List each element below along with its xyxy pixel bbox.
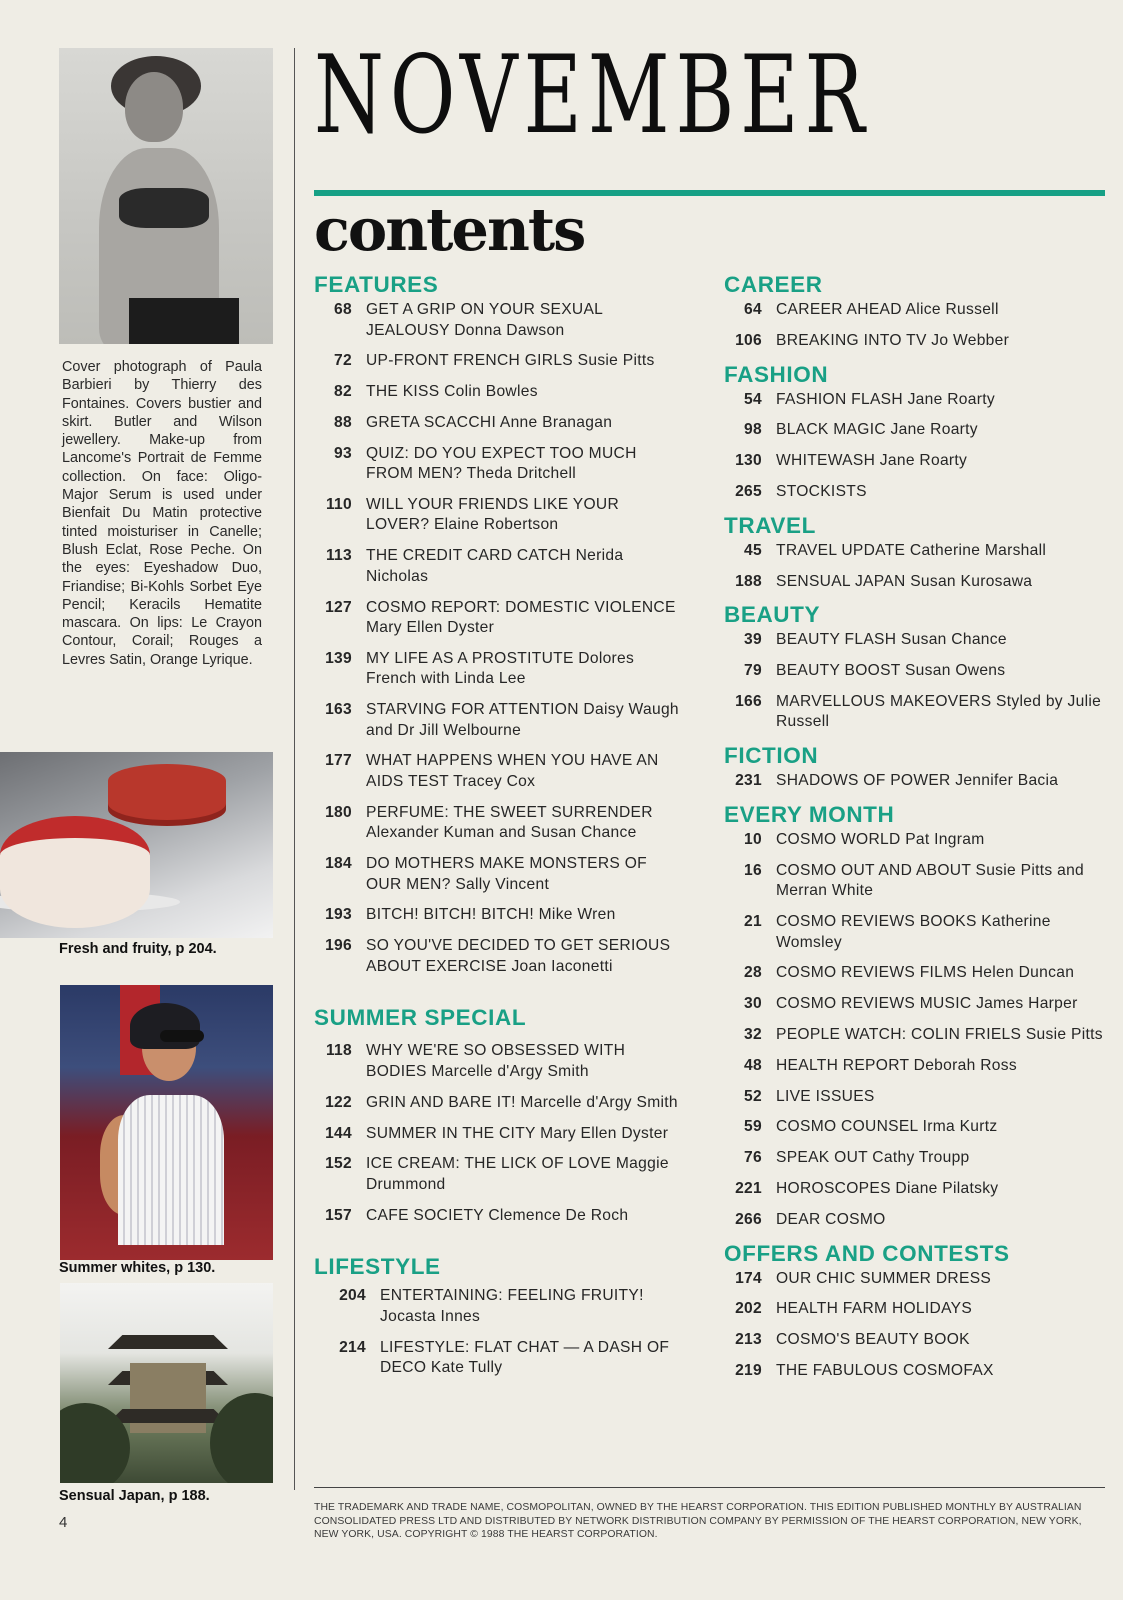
article-title: SUMMER IN THE CITY Mary Ellen Dyster [366, 1124, 669, 1142]
contents-entry [314, 1286, 684, 1327]
article-title: TRAVEL UPDATE Catherine Marshall [776, 541, 1047, 559]
article-title: BEAUTY FLASH Susan Chance [776, 631, 1007, 649]
contents-entry [724, 420, 1116, 441]
page-ref: 110 [325, 495, 352, 513]
page-ref: 10 [744, 831, 762, 849]
page-ref: 54 [744, 390, 762, 408]
section-title: FEATURES [314, 272, 439, 297]
page-ref: 21 [744, 913, 762, 931]
article-title: UP-FRONT FRENCH GIRLS Susie Pitts [366, 352, 655, 370]
contents-entry [724, 771, 1116, 792]
article-title: GRIN AND BARE IT! Marcelle d'Argy Smith [366, 1093, 678, 1111]
footer-rule [314, 1487, 1105, 1488]
page-ref: 196 [325, 937, 352, 955]
fruit-cake-photo [0, 752, 273, 938]
article-title: STARVING FOR ATTENTION Daisy Waugh and Dr Jill Welbourne [366, 701, 679, 739]
article-title: COSMO REPORT: DOMESTIC VIOLENCE Mary Ellen Dyster [366, 598, 676, 637]
article-title: DEAR COSMO [776, 1210, 886, 1228]
article-title: HOROSCOPES Diane Pilatsky [776, 1180, 999, 1198]
contents-entry [724, 994, 1116, 1015]
contents-entry [314, 649, 684, 690]
page-number: 4 [59, 1514, 68, 1531]
page-ref: 193 [325, 906, 352, 924]
contents-entry [724, 1299, 1116, 1320]
contents-entry [724, 451, 1116, 472]
article-title: HEALTH REPORT Deborah Ross [776, 1056, 1017, 1074]
section-fiction [724, 743, 1116, 792]
page-ref: 213 [735, 1331, 762, 1349]
contents-entry [724, 861, 1116, 902]
contents-entry [724, 482, 1116, 503]
contents-entry [314, 1093, 684, 1114]
contents-entry [314, 413, 684, 434]
section-title: OFFERS AND CONTESTS [724, 1240, 1010, 1266]
page-ref: 202 [735, 1300, 762, 1318]
section-title: BEAUTY [724, 602, 821, 628]
page-ref: 88 [334, 413, 352, 431]
article-title: COSMO REVIEWS BOOKS Katherine Womsley [776, 913, 1051, 951]
page-ref: 16 [744, 861, 762, 879]
article-title: BLACK MAGIC Jane Roarty [776, 421, 978, 439]
article-title: SENSUAL JAPAN Susan Kurosawa [776, 572, 1033, 590]
article-title: WHITEWASH Jane Roarty [776, 452, 968, 470]
article-title: THE KISS Colin Bowles [366, 383, 538, 401]
contents-entry [314, 936, 684, 977]
article-title: COSMO WORLD Pat Ingram [776, 831, 985, 849]
page-ref: 204 [339, 1287, 366, 1305]
article-title: SO YOU'VE DECIDED TO GET SERIOUS ABOUT EXERCISE Joan Iaconetti [366, 937, 671, 975]
section-title: FICTION [724, 743, 819, 769]
page-ref: 39 [744, 631, 762, 649]
contents-entry [314, 351, 684, 372]
article-title: WHY WE'RE SO OBSESSED WITH BODIES Marcelle d'Argy Smith [366, 1042, 626, 1080]
month-title: NOVEMBER [314, 33, 871, 158]
contents-entry [724, 692, 1116, 733]
column-divider [294, 48, 295, 1490]
page-ref: 231 [735, 772, 762, 790]
article-title: CAREER AHEAD Alice Russell [776, 301, 999, 318]
page-ref: 32 [744, 1026, 762, 1044]
contents-entry [724, 300, 1116, 321]
contents-entry [314, 1206, 684, 1227]
contents-entry [724, 541, 1116, 562]
page-ref: 266 [735, 1210, 762, 1228]
article-title: THE FABULOUS COSMOFAX [776, 1362, 994, 1380]
contents-entry [724, 1056, 1116, 1077]
page-ref: 180 [325, 803, 352, 821]
contents-entry [724, 1148, 1116, 1169]
page-ref: 72 [334, 352, 352, 370]
contents-entry [314, 1041, 684, 1082]
contents-entry [314, 495, 684, 536]
contents-entry [314, 382, 684, 403]
page-ref: 127 [325, 598, 352, 616]
contents-column-left [314, 272, 684, 1389]
page-ref: 122 [325, 1093, 352, 1111]
contents-entry [314, 700, 684, 741]
contents-entry [724, 572, 1116, 593]
page-ref: 68 [334, 301, 352, 318]
page-ref: 59 [744, 1118, 762, 1136]
article-title: COSMO'S BEAUTY BOOK [776, 1331, 970, 1349]
section-lifestyle [314, 1254, 684, 1378]
section-beauty [724, 602, 1116, 733]
page-ref: 52 [744, 1087, 762, 1105]
article-title: SPEAK OUT Cathy Troupp [776, 1149, 970, 1167]
article-title: BEAUTY BOOST Susan Owens [776, 662, 1006, 680]
page-ref: 265 [735, 482, 762, 500]
page-ref: 221 [735, 1180, 762, 1198]
section-title: CAREER [724, 272, 823, 297]
page-ref: 214 [339, 1338, 366, 1356]
page-ref: 82 [334, 383, 352, 401]
contents-entry [724, 1269, 1116, 1290]
section-title: FASHION [724, 361, 829, 387]
article-title: MY LIFE AS A PROSTITUTE Dolores French with Linda Lee [366, 649, 635, 688]
contents-entry [724, 331, 1116, 352]
sensual-japan-photo [60, 1283, 273, 1483]
article-title: GRETA SCACCHI Anne Branagan [366, 413, 613, 431]
contents-entry [314, 854, 684, 895]
photo-caption-fresh-fruity: Fresh and fruity, p 204. [59, 941, 217, 957]
contents-entry [314, 1338, 684, 1379]
article-title: DO MOTHERS MAKE MONSTERS OF OUR MEN? Sally Vincent [366, 855, 648, 893]
page-ref: 28 [744, 964, 762, 982]
article-title: MARVELLOUS MAKEOVERS Styled by Julie Russell [776, 692, 1102, 731]
contents-entry [724, 630, 1116, 651]
contents-entry [314, 1124, 684, 1145]
page-ref: 184 [325, 855, 352, 873]
contents-entry [724, 830, 1116, 851]
section-features [314, 272, 684, 977]
contents-entry [724, 1179, 1116, 1200]
page-ref: 174 [735, 1269, 762, 1287]
contents-entry [724, 963, 1116, 984]
contents-entry [314, 905, 684, 926]
contents-entry [724, 661, 1116, 682]
contents-entry [724, 1025, 1116, 1046]
page-ref: 106 [735, 331, 762, 349]
article-title: STOCKISTS [776, 482, 867, 500]
contents-entry [314, 444, 684, 485]
section-title: EVERY MONTH [724, 802, 895, 828]
section-title: LIFESTYLE [314, 1254, 441, 1280]
article-title: LIVE ISSUES [776, 1087, 875, 1105]
cover-photo [59, 48, 273, 344]
article-title: OUR CHIC SUMMER DRESS [776, 1269, 992, 1287]
contents-entry [314, 751, 684, 792]
article-title: COSMO REVIEWS MUSIC James Harper [776, 995, 1078, 1013]
copyright-notice: THE TRADEMARK AND TRADE NAME, COSMOPOLITAN, OWNED BY THE HEARST CORPORATION. THIS EDITION PUBLISHED MONTHLY BY AUSTRALIAN CONSOLIDATED PRESS LTD AND DISTRIBUTED BY NETWORK DISTRIBUTION COMPANY BY PERMISSION OF THE HEARST CORPORATION, NEW YORK, NEW YORK, USA. COPYRIGHT © 1988 THE HEARST CORPORATION. [314, 1502, 1082, 1540]
section-summer-special [314, 1005, 684, 1226]
article-title: BITCH! BITCH! BITCH! Mike Wren [366, 906, 616, 924]
section-title: TRAVEL [724, 512, 816, 538]
page-ref: 188 [735, 572, 762, 590]
contents-entry [314, 546, 684, 587]
contents-entry [724, 1087, 1116, 1108]
photo-caption-summer-whites: Summer whites, p 130. [59, 1260, 216, 1276]
section-fashion [724, 362, 1116, 503]
article-title: COSMO REVIEWS FILMS Helen Duncan [776, 964, 1075, 982]
contents-entry [724, 1361, 1116, 1382]
article-title: COSMO COUNSEL Irma Kurtz [776, 1118, 998, 1136]
section-career [724, 272, 1116, 351]
page-ref: 64 [744, 301, 762, 318]
contents-entry [314, 598, 684, 639]
article-title: CAFE SOCIETY Clemence De Roch [366, 1206, 629, 1224]
page-ref: 157 [325, 1206, 352, 1224]
article-title: WHAT HAPPENS WHEN YOU HAVE AN AIDS TEST Tracey Cox [366, 752, 659, 790]
article-title: BREAKING INTO TV Jo Webber [776, 331, 1010, 349]
section-title: SUMMER SPECIAL [314, 1005, 527, 1031]
page-ref: 79 [744, 662, 762, 680]
page-ref: 177 [325, 752, 352, 770]
page-ref: 166 [735, 692, 762, 710]
contents-entry [724, 1330, 1116, 1351]
contents-heading: contents [314, 195, 585, 264]
article-title: THE CREDIT CARD CATCH Nerida Nicholas [366, 547, 624, 585]
cover-caption: Cover photograph of Paula Barbieri by Thierry des Fontaines. Covers bustier and skirt. Butler and Wilson jewellery. Make-up from Lancome's Portrait de Femme collection. On face: Oligo-Major Serum is used under Bienfait Du Matin protective tinted moisturiser in Canelle; Blush Eclat, Rose Peche. On the eyes: Eyeshadow Duo, Friandise; Bi-Kohls Sorbet Eye Pencil; Keracils Hematite mascara. On lips: Le Crayon Contour, Corail; Rouges a Levres Satin, Orange Lyrique. [62, 359, 262, 668]
page-ref: 219 [735, 1362, 762, 1380]
page-ref: 130 [735, 452, 762, 470]
article-title: ICE CREAM: THE LICK OF LOVE Maggie Drummond [366, 1155, 669, 1193]
page-ref: 48 [744, 1056, 762, 1074]
article-title: WILL YOUR FRIENDS LIKE YOUR LOVER? Elaine Robertson [366, 495, 620, 534]
contents-entry [724, 1210, 1116, 1231]
article-title: QUIZ: DO YOU EXPECT TOO MUCH FROM MEN? Theda Dritchell [366, 444, 637, 483]
contents-entry [724, 1117, 1116, 1138]
article-title: HEALTH FARM HOLIDAYS [776, 1300, 973, 1318]
article-title: PEOPLE WATCH: COLIN FRIELS Susie Pitts [776, 1026, 1103, 1044]
contents-entry [724, 390, 1116, 411]
article-title: PERFUME: THE SWEET SURRENDER Alexander Kuman and Susan Chance [366, 803, 653, 842]
page-ref: 93 [334, 444, 352, 462]
section-travel [724, 513, 1116, 592]
page-ref: 98 [744, 421, 762, 439]
contents-entry [314, 803, 684, 844]
summer-whites-photo [60, 985, 273, 1260]
photo-caption-sensual-japan: Sensual Japan, p 188. [59, 1488, 210, 1504]
page-ref: 163 [325, 701, 352, 719]
section-offers-contests [724, 1241, 1116, 1382]
article-title: GET A GRIP ON YOUR SEXUAL JEALOUSY Donna Dawson [366, 301, 603, 339]
page-ref: 139 [325, 649, 352, 667]
article-title: ENTERTAINING: FEELING FRUITY! Jocasta Innes [380, 1287, 644, 1325]
page-ref: 152 [325, 1155, 352, 1173]
page-ref: 113 [325, 547, 352, 565]
page-ref: 76 [744, 1149, 762, 1167]
article-title: LIFESTYLE: FLAT CHAT — A DASH OF DECO Kate Tully [380, 1338, 670, 1377]
contents-column-right [724, 272, 1116, 1392]
contents-entry [724, 912, 1116, 953]
page-ref: 45 [744, 541, 762, 559]
page-ref: 144 [325, 1124, 352, 1142]
page-ref: 118 [325, 1042, 352, 1060]
article-title: FASHION FLASH Jane Roarty [776, 390, 995, 408]
page-ref: 30 [744, 995, 762, 1013]
contents-entry [314, 300, 684, 341]
contents-entry [314, 1154, 684, 1195]
article-title: COSMO OUT AND ABOUT Susie Pitts and Merran White [776, 861, 1085, 900]
article-title: SHADOWS OF POWER Jennifer Bacia [776, 772, 1059, 790]
section-every-month [724, 802, 1116, 1230]
